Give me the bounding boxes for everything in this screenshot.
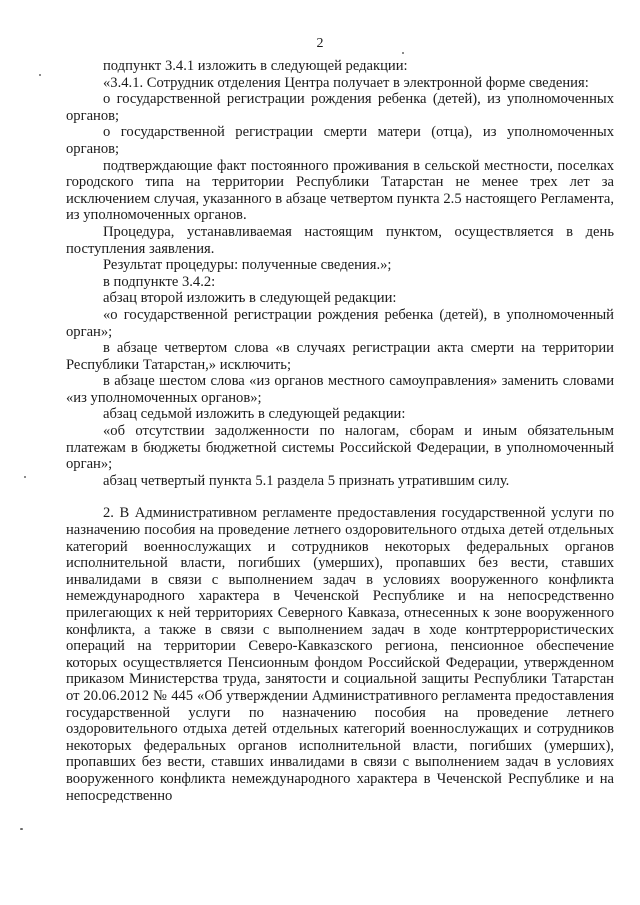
paragraph: Результат процедуры: полученные сведения.»; [103, 257, 392, 274]
paragraph: в подпункте 3.4.2: [103, 273, 216, 290]
paragraph: подпункт 3.4.1 изложить в следующей редакции: [103, 58, 408, 74]
paragraph: «об отсутствии задолженности по налогам, сборам и иным обязательным платежам в бюджеты бюджетной системы Российской Федерации, в уполномоченный орган»; [66, 423, 614, 473]
paragraph: о государственной регистрации рождения ребенка (детей), из уполномоченных органов; [66, 91, 614, 124]
paragraph: Процедура, устанавливаемая настоящим пунктом, осуществляется в день поступления заявления. [66, 223, 614, 257]
paragraph: «о государственной регистрации рождения ребенка (детей), в уполномоченный орган»; [66, 306, 614, 340]
paragraph: абзац седьмой изложить в следующей редакции: [103, 406, 406, 423]
paragraph: подтверждающие факт постоянного проживания в сельской местности, поселках городского типа на территории Республики Татарстан не менее трех лет за исключением случая, указанного в абзаце четвертом пункта 2.5 настоящего Регламента, из уполномоченных органов. [66, 157, 614, 224]
page-number: 2 [316, 36, 324, 51]
paragraph-gap [66, 489, 614, 505]
scan-speck [24, 476, 26, 478]
paragraph: абзац четвертый пункта 5.1 раздела 5 признать утратившим силу. [103, 472, 510, 489]
paragraph: 2. В Административном регламенте предоставления государственной услуги по назначению пособия на проведение летнего оздоровительного отдыха детей отдельных категорий военнослужащих и сотрудников некоторых федеральных органов исполнительной власти, погибших (умерших), пропавших без вести, ставших инвалидами в связи с выполнением задач в условиях вооруженного конфликта немеждународного характера в Чеченской Республике и на непосредственно прилегающих к ней территориях Северного Кавказа, отнесенных к зоне вооруженного конфликта, а также в связи с выполнением задач в ходе контртеррористических операций на территории Северо-Кавказского региона, пенсионное обеспечение которых осуществляется Пенсионным фондом Российской Федерации, утвержденном приказом Министерства труда, занятости и социальной защиты Республики Татарстан от 20.06.2012 № 445 «Об утверждении Административного регламента предоставления государственной услуги по назначению пособия на проведение летнего оздоровительного отдыха детей отдельных категорий военнослужащих и сотрудников некоторых федеральных органов исполнительной власти, погибших (умерших), пропавших без вести, ставших инвалидами в связи с выполнением задач в условиях вооруженного конфликта немеждународного характера в Чеченской Республике и на непосредственно [66, 505, 614, 804]
paragraph: в абзаце шестом слова «из органов местного самоуправления» заменить словами «из уполномоченных органов»; [66, 373, 614, 406]
paragraph: абзац второй изложить в следующей редакции: [103, 290, 397, 307]
paragraph: в абзаце четвертом слова «в случаях регистрации акта смерти на территории Республики Татарстан,» исключить; [66, 340, 614, 373]
scan-speck [39, 74, 41, 76]
document-body [66, 58, 614, 804]
paragraph: о государственной регистрации смерти матери (отца), из уполномоченных органов; [66, 124, 614, 157]
scan-speck [20, 828, 23, 830]
scan-speck [402, 52, 404, 54]
paragraph: «3.4.1. Сотрудник отделения Центра получает в электронной форме сведения: [103, 74, 589, 91]
